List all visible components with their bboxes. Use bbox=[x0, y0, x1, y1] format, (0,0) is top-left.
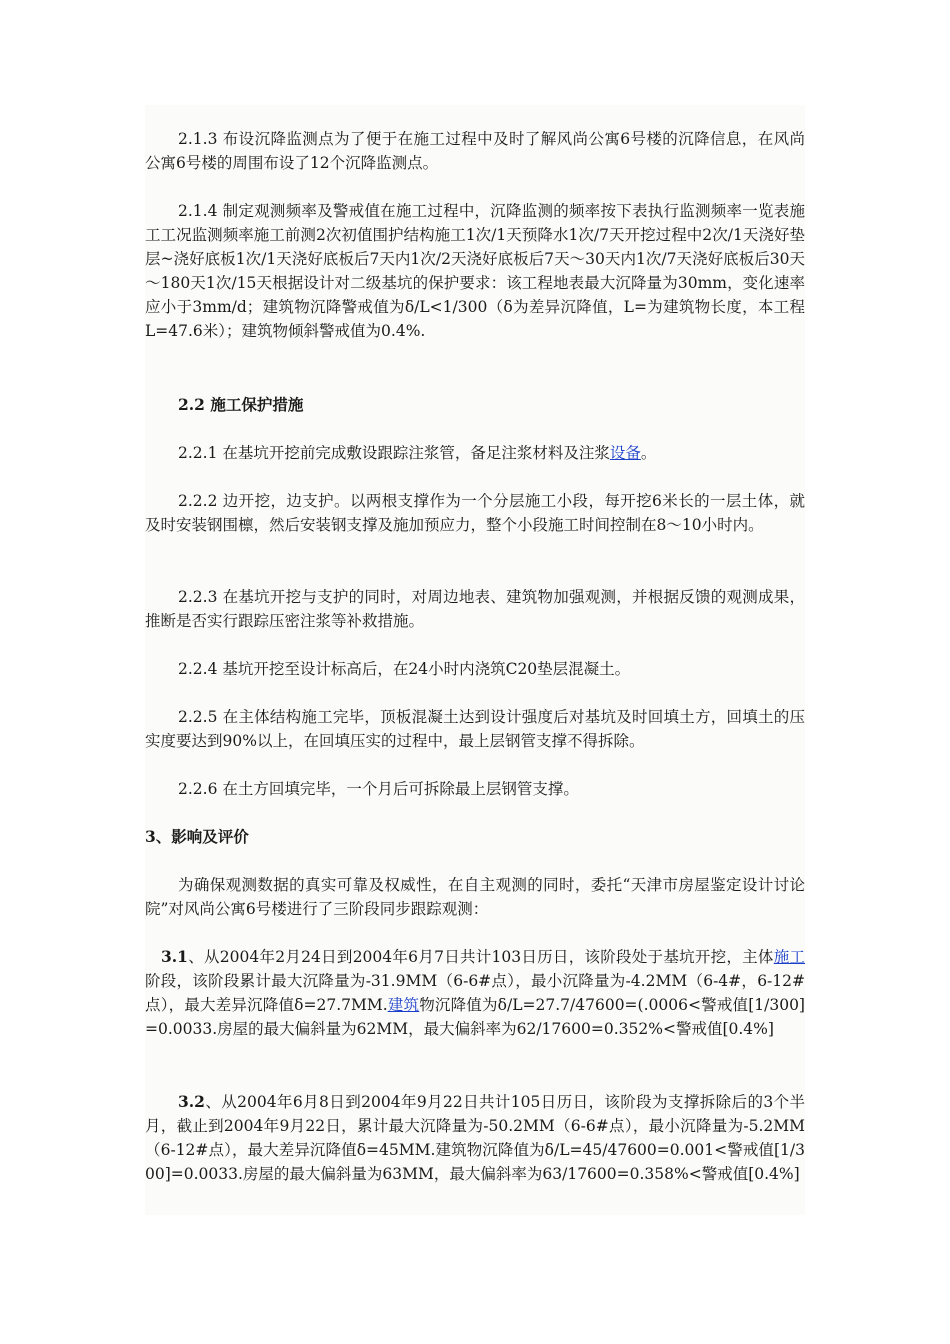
paragraph-3-intro: 为确保观测数据的真实可靠及权威性，在自主观测的同时，委托“天津市房屋鉴定设计讨论院”对风尚公寓6号楼进行了三阶段同步跟踪观测： bbox=[145, 876, 805, 918]
heading-3: 3、影响及评价 bbox=[145, 827, 249, 846]
paragraph-3-2-text: 、从2004年6月8日到2004年9月22日共计105日历日，该阶段为支撑拆除后的3个半月，截止到2004年9月22日，累计最大沉降量为-50.2MM（6-6#点），最小沉降量为-5.2MM（6-12#点），最大差异沉降值δ=45MM.建筑物沉降值为δ/L=45/47600=0.001<警戒值[1/300]=0.0033.房屋的最大偏斜量为63MM，最大偏斜率为63/17600=0.358%<警戒值[0.4%] bbox=[145, 1093, 805, 1183]
paragraph-2-1-3: 2.1.3 布设沉降监测点为了便于在施工过程中及时了解风尚公寓6号楼的沉降信息，在风尚公寓6号楼的周围布设了12个沉降监测点。 bbox=[145, 130, 805, 172]
paragraph-3-1 bbox=[145, 945, 805, 1041]
section-label-3-2: 3.2 bbox=[178, 1092, 205, 1111]
paragraph-2-2-5: 2.2.5 在主体结构施工完毕，顶板混凝土达到设计强度后对基坑及时回填土方，回填土的压实度要达到90%以上，在回填压实的过程中，最上层钢管支撑不得拆除。 bbox=[145, 708, 805, 750]
paragraph-3-1-text-3: 物沉降值为δ/L=27.7/47600=(.0006<警戒值[1/300]=0.0033.房屋的最大偏斜量为62MM，最大偏斜率为62/17600=0.352%<警戒值[0.4%] bbox=[145, 996, 805, 1038]
paragraph-3-2 bbox=[145, 1090, 805, 1186]
paragraph-2-2-1 bbox=[145, 441, 805, 465]
paragraph-2-2-6: 2.2.6 在土方回填完毕，一个月后可拆除最上层钢管支撑。 bbox=[178, 780, 579, 798]
building-link[interactable]: 建筑 bbox=[387, 996, 420, 1014]
paragraph-2-1-4: 2.1.4 制定观测频率及警戒值在施工过程中，沉降监测的频率按下表执行监测频率一览表施工工况监测频率施工前测2次初值围护结构施工1次/1天预降水1次/7天开挖过程中2次/1天浇好垫层~浇好底板1次/1天浇好底板后7天内1次/2天浇好底板后7天～30天内1次/7天浇好底板后30天～180天1次/15天根据设计对二级基坑的保护要求：该工程地表最大沉降量为30mm，变化速率应小于3mm/d；建筑物沉降警戒值为δ/L<1/300（δ为差异沉降值，L=为建筑物长度，本工程L=47.6米）；建筑物倾斜警戒值为0.4%. bbox=[145, 202, 805, 340]
construction-link[interactable]: 施工 bbox=[773, 948, 805, 966]
paragraph-2-2-2: 2.2.2 边开挖，边支护。以两根支撑作为一个分层施工小段，每开挖6米长的一层土体，就及时安装钢围檩，然后安装钢支撑及施加预应力，整个小段施工时间控制在8～10小时内。 bbox=[145, 492, 805, 534]
paragraph-3-1-text-1: 、从2004年2月24日到2004年6月7日共计103日历日，该阶段处于基坑开挖，主体 bbox=[187, 948, 774, 966]
paragraph-3-1-text-2: 阶段，该阶段累计最大沉降量为-31.9MM（6-6#点），最小沉降量为-4.2MM（6-4#，6-12#点），最大差异沉降值δ=27.7MM. bbox=[145, 972, 805, 1014]
paragraph-2-2-1-end: 。 bbox=[640, 444, 657, 462]
paragraph-2-2-3: 2.2.3 在基坑开挖与支护的同时，对周边地表、建筑物加强观测，并根据反馈的观测成果，推断是否实行跟踪压密注浆等补救措施。 bbox=[145, 588, 805, 630]
heading-2-2: 2.2 施工保护措施 bbox=[178, 395, 304, 414]
paragraph-2-2-4: 2.2.4 基坑开挖至设计标高后，在24小时内浇筑C20垫层混凝土。 bbox=[178, 660, 631, 678]
paragraph-2-2-1-text: 2.2.1 在基坑开挖前完成敷设跟踪注浆管，备足注浆材料及注浆 bbox=[178, 444, 610, 462]
equipment-link[interactable]: 设备 bbox=[609, 444, 641, 462]
section-label-3-1: 3.1 bbox=[161, 947, 188, 966]
